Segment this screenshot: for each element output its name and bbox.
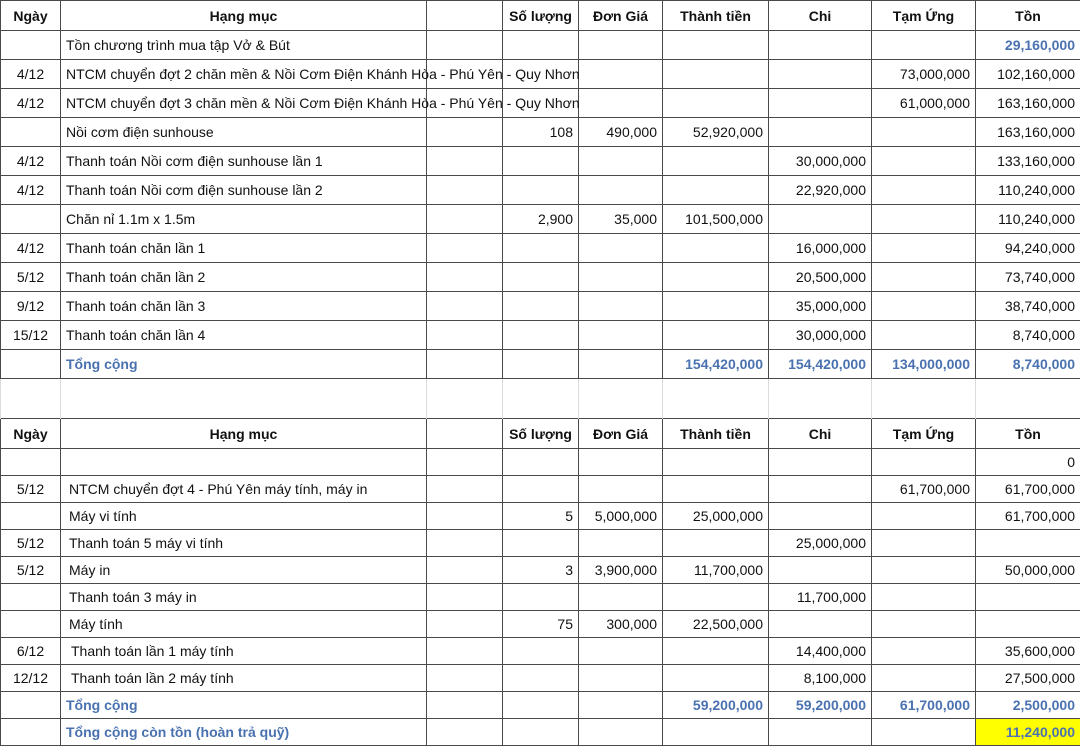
price-cell[interactable] (579, 263, 663, 292)
advance-cell[interactable] (872, 234, 976, 263)
date-cell[interactable]: 5/12 (1, 476, 61, 503)
spend-cell[interactable] (769, 557, 872, 584)
qty-cell[interactable] (503, 692, 579, 719)
spacer-cell[interactable] (1, 379, 61, 419)
header-row (1, 1, 1080, 31)
spacer-cell[interactable] (976, 379, 1080, 419)
table-row (1, 557, 1080, 584)
advance-cell[interactable] (872, 118, 976, 147)
balance-cell[interactable]: 110,240,000 (976, 176, 1080, 205)
total-label[interactable]: Tổng cộng (61, 350, 427, 379)
column-header-advance[interactable]: Tạm Ứng (872, 1, 976, 31)
balance-cell[interactable]: 61,700,000 (976, 503, 1080, 530)
column-header-advance[interactable]: Tạm Ứng (872, 419, 976, 449)
price-cell[interactable] (579, 692, 663, 719)
spend-cell[interactable]: 35,000,000 (769, 292, 872, 321)
spend-cell[interactable] (769, 60, 872, 89)
amount-cell[interactable]: 52,920,000 (663, 118, 769, 147)
column-header-amount[interactable]: Thành tiền (663, 1, 769, 31)
advance-cell[interactable] (872, 449, 976, 476)
column-header-date[interactable]: Ngày (1, 1, 61, 31)
total-amount[interactable]: 154,420,000 (663, 350, 769, 379)
spend-cell[interactable] (769, 449, 872, 476)
balance-cell[interactable]: 61,700,000 (976, 476, 1080, 503)
price-cell[interactable] (579, 89, 663, 118)
column-header-qty[interactable]: Số lượng (503, 1, 579, 31)
price-cell[interactable]: 3,900,000 (579, 557, 663, 584)
spacer-cell[interactable] (427, 379, 503, 419)
advance-cell[interactable] (872, 292, 976, 321)
advance-cell[interactable]: 61,000,000 (872, 89, 976, 118)
balance-cell[interactable]: 29,160,000 (976, 31, 1080, 60)
price-cell[interactable] (579, 719, 663, 746)
spacer-cell[interactable] (663, 379, 769, 419)
grand-total-row (1, 719, 1080, 746)
table-row (1, 584, 1080, 611)
advance-cell[interactable] (872, 584, 976, 611)
advance-cell[interactable] (872, 611, 976, 638)
date-cell[interactable] (1, 719, 61, 746)
amount-cell[interactable] (663, 321, 769, 350)
blank-cell[interactable] (427, 118, 503, 147)
advance-cell[interactable] (872, 31, 976, 60)
date-cell[interactable]: 4/12 (1, 176, 61, 205)
price-cell[interactable] (579, 234, 663, 263)
qty-cell[interactable] (503, 176, 579, 205)
column-header-blank[interactable] (427, 419, 503, 449)
blank-cell[interactable] (427, 205, 503, 234)
advance-cell[interactable] (872, 176, 976, 205)
price-cell[interactable]: 35,000 (579, 205, 663, 234)
amount-cell[interactable] (663, 530, 769, 557)
spacer-cell[interactable] (872, 379, 976, 419)
table-row (1, 638, 1080, 665)
price-cell[interactable] (579, 530, 663, 557)
spend-cell[interactable]: 22,920,000 (769, 176, 872, 205)
advance-cell[interactable] (872, 147, 976, 176)
date-cell[interactable]: 5/12 (1, 263, 61, 292)
blank-cell[interactable] (427, 503, 503, 530)
price-cell[interactable]: 5,000,000 (579, 503, 663, 530)
balance-cell[interactable]: 163,160,000 (976, 89, 1080, 118)
price-cell[interactable] (579, 449, 663, 476)
column-header-balance[interactable]: Tồn (976, 419, 1080, 449)
balance-cell[interactable] (976, 584, 1080, 611)
blank-cell[interactable] (427, 263, 503, 292)
advance-cell[interactable] (872, 503, 976, 530)
amount-cell[interactable]: 25,000,000 (663, 503, 769, 530)
balance-cell[interactable] (976, 530, 1080, 557)
advance-cell[interactable] (872, 263, 976, 292)
table-row (1, 476, 1080, 503)
item-cell[interactable] (61, 449, 427, 476)
date-cell[interactable]: 4/12 (1, 147, 61, 176)
blank-cell[interactable] (427, 292, 503, 321)
spend-cell[interactable]: 11,700,000 (769, 584, 872, 611)
amount-cell[interactable] (663, 584, 769, 611)
date-cell[interactable] (1, 118, 61, 147)
price-cell[interactable] (579, 350, 663, 379)
total-row (1, 692, 1080, 719)
advance-cell[interactable]: 61,700,000 (872, 476, 976, 503)
price-cell[interactable] (579, 476, 663, 503)
table-row (1, 147, 1080, 176)
price-cell[interactable] (579, 176, 663, 205)
amount-cell[interactable] (663, 60, 769, 89)
price-cell[interactable] (579, 31, 663, 60)
table-row (1, 31, 1080, 60)
qty-cell[interactable] (503, 350, 579, 379)
price-cell[interactable] (579, 292, 663, 321)
balance-cell[interactable] (976, 611, 1080, 638)
column-header-date[interactable]: Ngày (1, 419, 61, 449)
total-balance[interactable]: 8,740,000 (976, 350, 1080, 379)
item-cell[interactable]: Thanh toán Nồi cơm điện sunhouse lần 1 (61, 147, 427, 176)
blank-cell[interactable] (427, 31, 503, 60)
blank-cell[interactable] (427, 665, 503, 692)
advance-cell[interactable]: 73,000,000 (872, 60, 976, 89)
balance-cell[interactable]: 38,740,000 (976, 292, 1080, 321)
date-cell[interactable]: 4/12 (1, 60, 61, 89)
amount-cell[interactable] (663, 665, 769, 692)
amount-cell[interactable] (663, 638, 769, 665)
item-cell[interactable]: Thanh toán 3 máy in (61, 584, 427, 611)
table-row (1, 292, 1080, 321)
qty-cell[interactable] (503, 31, 579, 60)
date-cell[interactable]: 15/12 (1, 321, 61, 350)
price-cell[interactable] (579, 584, 663, 611)
blank-cell[interactable] (427, 584, 503, 611)
column-header-price[interactable]: Đơn Giá (579, 419, 663, 449)
item-cell[interactable]: Thanh toán Nồi cơm điện sunhouse lần 2 (61, 176, 427, 205)
spend-cell[interactable]: 30,000,000 (769, 321, 872, 350)
qty-cell[interactable] (503, 638, 579, 665)
item-cell[interactable]: Nồi cơm điện sunhouse (61, 118, 427, 147)
amount-cell[interactable] (663, 263, 769, 292)
table-row (1, 234, 1080, 263)
spend-cell[interactable] (769, 611, 872, 638)
total-advance[interactable]: 134,000,000 (872, 350, 976, 379)
item-cell[interactable]: Máy vi tính (61, 503, 427, 530)
total-advance[interactable]: 61,700,000 (872, 692, 976, 719)
date-cell[interactable]: 9/12 (1, 292, 61, 321)
table-row (1, 263, 1080, 292)
spend-cell[interactable]: 14,400,000 (769, 638, 872, 665)
date-cell[interactable]: 5/12 (1, 530, 61, 557)
item-cell[interactable]: Thanh toán chăn lần 2 (61, 263, 427, 292)
column-header-item[interactable]: Hạng mục (61, 419, 427, 449)
date-cell[interactable]: 4/12 (1, 234, 61, 263)
amount-cell[interactable]: 101,500,000 (663, 205, 769, 234)
balance-cell[interactable]: 35,600,000 (976, 638, 1080, 665)
date-cell[interactable] (1, 205, 61, 234)
advance-cell[interactable] (872, 530, 976, 557)
spend-cell[interactable] (769, 89, 872, 118)
amount-cell[interactable] (663, 292, 769, 321)
balance-cell[interactable]: 94,240,000 (976, 234, 1080, 263)
spend-cell[interactable] (769, 476, 872, 503)
qty-cell[interactable]: 2,900 (503, 205, 579, 234)
column-header-blank[interactable] (427, 1, 503, 31)
spend-cell[interactable]: 25,000,000 (769, 530, 872, 557)
spend-cell[interactable] (769, 31, 872, 60)
qty-cell[interactable]: 5 (503, 503, 579, 530)
total-spend[interactable]: 154,420,000 (769, 350, 872, 379)
table-row (1, 530, 1080, 557)
table-row (1, 665, 1080, 692)
qty-cell[interactable] (503, 292, 579, 321)
advance-cell[interactable] (872, 638, 976, 665)
column-header-amount[interactable]: Thành tiền (663, 419, 769, 449)
qty-cell[interactable] (503, 449, 579, 476)
total-amount[interactable]: 59,200,000 (663, 692, 769, 719)
qty-cell[interactable] (503, 584, 579, 611)
item-cell[interactable]: Thanh toán lần 2 máy tính (61, 665, 427, 692)
balance-cell[interactable]: 73,740,000 (976, 263, 1080, 292)
amount-cell[interactable] (663, 719, 769, 746)
item-cell[interactable]: Thanh toán 5 máy vi tính (61, 530, 427, 557)
amount-cell[interactable] (663, 449, 769, 476)
balance-cell[interactable]: 110,240,000 (976, 205, 1080, 234)
balance-cell[interactable]: 0 (976, 449, 1080, 476)
amount-cell[interactable] (663, 147, 769, 176)
blank-cell[interactable] (427, 719, 503, 746)
grand-total-label[interactable]: Tổng cộng còn tồn (hoàn trả quỹ) (61, 719, 427, 746)
table-row (1, 503, 1080, 530)
header-row (1, 419, 1080, 449)
table-row (1, 611, 1080, 638)
qty-cell[interactable] (503, 530, 579, 557)
blank-cell[interactable] (427, 321, 503, 350)
total-row (1, 350, 1080, 379)
qty-cell[interactable] (503, 719, 579, 746)
balance-cell[interactable]: 102,160,000 (976, 60, 1080, 89)
blank-cell[interactable] (427, 692, 503, 719)
column-header-qty[interactable]: Số lượng (503, 419, 579, 449)
blank-cell[interactable] (427, 350, 503, 379)
column-header-spend[interactable]: Chi (769, 419, 872, 449)
item-cell[interactable]: NTCM chuyển đợt 3 chăn mền & Nồi Cơm Điện Khánh Hòa - Phú Yên - Quy Nhơn (61, 89, 427, 118)
qty-cell[interactable] (503, 321, 579, 350)
price-cell[interactable] (579, 665, 663, 692)
qty-cell[interactable] (503, 234, 579, 263)
total-balance[interactable]: 2,500,000 (976, 692, 1080, 719)
date-cell[interactable] (1, 350, 61, 379)
date-cell[interactable]: 5/12 (1, 557, 61, 584)
spacer-row (1, 379, 1080, 419)
date-cell[interactable] (1, 503, 61, 530)
spend-cell[interactable]: 8,100,000 (769, 665, 872, 692)
qty-cell[interactable] (503, 665, 579, 692)
amount-cell[interactable] (663, 234, 769, 263)
column-header-price[interactable]: Đơn Giá (579, 1, 663, 31)
table-row (1, 176, 1080, 205)
item-cell[interactable]: NTCM chuyển đợt 2 chăn mền & Nồi Cơm Điện Khánh Hòa - Phú Yên - Quy Nhơn (61, 60, 427, 89)
advance-cell[interactable] (872, 557, 976, 584)
advance-cell[interactable] (872, 321, 976, 350)
blank-cell[interactable] (427, 234, 503, 263)
item-cell[interactable]: Thanh toán lần 1 máy tính (61, 638, 427, 665)
price-cell[interactable]: 490,000 (579, 118, 663, 147)
spend-cell[interactable] (769, 205, 872, 234)
date-cell[interactable] (1, 584, 61, 611)
qty-cell[interactable] (503, 476, 579, 503)
amount-cell[interactable] (663, 176, 769, 205)
column-header-balance[interactable]: Tồn (976, 1, 1080, 31)
advance-cell[interactable] (872, 205, 976, 234)
column-header-spend[interactable]: Chi (769, 1, 872, 31)
amount-cell[interactable] (663, 89, 769, 118)
balance-cell[interactable]: 133,160,000 (976, 147, 1080, 176)
table-row (1, 321, 1080, 350)
total-label[interactable]: Tổng cộng (61, 692, 427, 719)
qty-cell[interactable] (503, 147, 579, 176)
item-cell[interactable]: Chăn nỉ 1.1m x 1.5m (61, 205, 427, 234)
grand-total-balance[interactable]: 11,240,000 (976, 719, 1080, 746)
spacer-cell[interactable] (61, 379, 427, 419)
blank-cell[interactable] (427, 449, 503, 476)
date-cell[interactable]: 6/12 (1, 638, 61, 665)
spend-cell[interactable] (769, 719, 872, 746)
blank-cell[interactable] (427, 611, 503, 638)
qty-cell[interactable]: 3 (503, 557, 579, 584)
item-cell[interactable]: Máy in (61, 557, 427, 584)
spend-cell[interactable]: 20,500,000 (769, 263, 872, 292)
date-cell[interactable] (1, 692, 61, 719)
spend-cell[interactable]: 16,000,000 (769, 234, 872, 263)
advance-cell[interactable] (872, 665, 976, 692)
blank-cell[interactable] (427, 638, 503, 665)
table-row (1, 449, 1080, 476)
spend-cell[interactable] (769, 503, 872, 530)
spacer-cell[interactable] (769, 379, 872, 419)
date-cell[interactable] (1, 449, 61, 476)
amount-cell[interactable] (663, 31, 769, 60)
blank-cell[interactable] (427, 476, 503, 503)
blank-cell[interactable] (427, 530, 503, 557)
table-row (1, 205, 1080, 234)
amount-cell[interactable]: 11,700,000 (663, 557, 769, 584)
qty-cell[interactable]: 75 (503, 611, 579, 638)
price-cell[interactable] (579, 321, 663, 350)
item-cell[interactable]: Thanh toán chăn lần 4 (61, 321, 427, 350)
item-cell[interactable]: Thanh toán chăn lần 1 (61, 234, 427, 263)
qty-cell[interactable]: 108 (503, 118, 579, 147)
price-cell[interactable] (579, 60, 663, 89)
item-cell[interactable]: NTCM chuyển đợt 4 - Phú Yên máy tính, máy in (61, 476, 427, 503)
table-row (1, 89, 1080, 118)
item-cell[interactable]: Máy tính (61, 611, 427, 638)
advance-cell[interactable] (872, 719, 976, 746)
balance-cell[interactable]: 27,500,000 (976, 665, 1080, 692)
blank-cell[interactable] (427, 147, 503, 176)
price-cell[interactable]: 300,000 (579, 611, 663, 638)
date-cell[interactable]: 4/12 (1, 89, 61, 118)
item-cell[interactable]: Thanh toán chăn lần 3 (61, 292, 427, 321)
qty-cell[interactable] (503, 263, 579, 292)
spacer-cell[interactable] (503, 379, 579, 419)
blank-cell[interactable] (427, 557, 503, 584)
amount-cell[interactable]: 22,500,000 (663, 611, 769, 638)
balance-cell[interactable]: 163,160,000 (976, 118, 1080, 147)
date-cell[interactable]: 12/12 (1, 665, 61, 692)
balance-cell[interactable]: 8,740,000 (976, 321, 1080, 350)
amount-cell[interactable] (663, 476, 769, 503)
total-spend[interactable]: 59,200,000 (769, 692, 872, 719)
date-cell[interactable] (1, 31, 61, 60)
price-cell[interactable] (579, 638, 663, 665)
column-header-item[interactable]: Hạng mục (61, 1, 427, 31)
table-row (1, 118, 1080, 147)
date-cell[interactable] (1, 611, 61, 638)
spend-cell[interactable]: 30,000,000 (769, 147, 872, 176)
ledger-body (1, 1, 1080, 746)
spacer-cell[interactable] (579, 379, 663, 419)
blank-cell[interactable] (427, 176, 503, 205)
balance-cell[interactable]: 50,000,000 (976, 557, 1080, 584)
price-cell[interactable] (579, 147, 663, 176)
item-cell[interactable]: Tồn chương trình mua tập Vở & Bút (61, 31, 427, 60)
table-row (1, 60, 1080, 89)
spend-cell[interactable] (769, 118, 872, 147)
